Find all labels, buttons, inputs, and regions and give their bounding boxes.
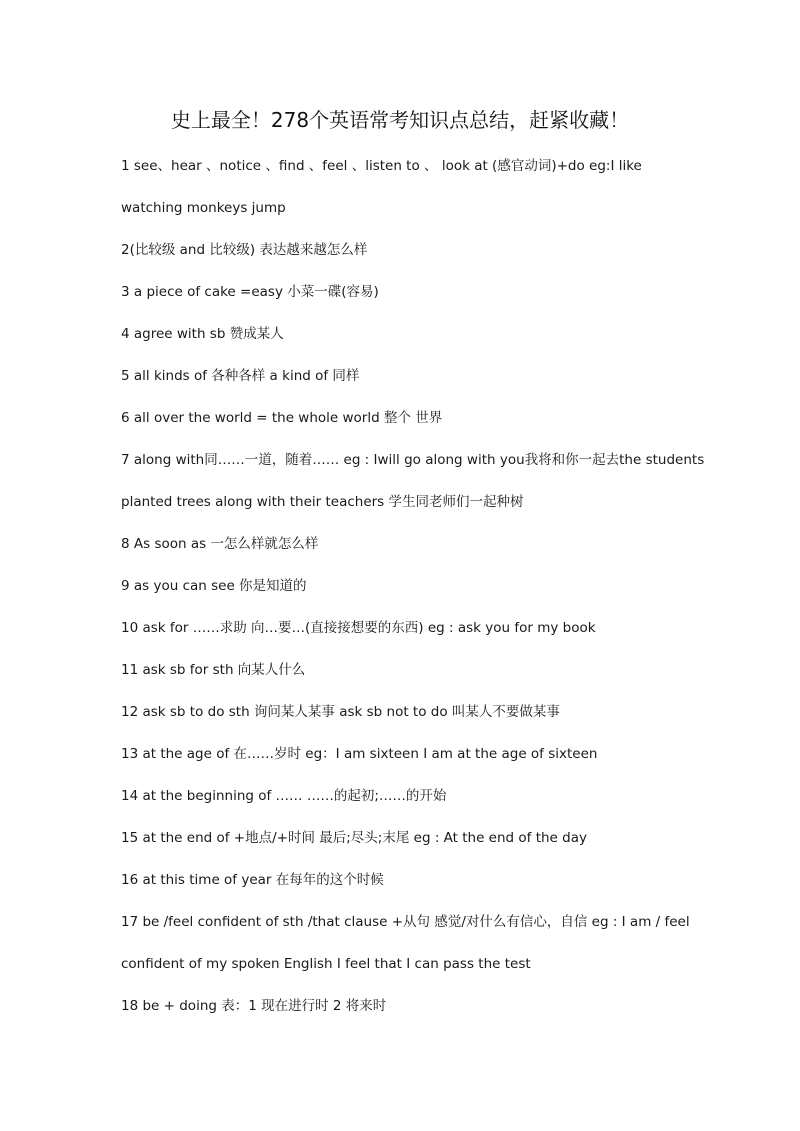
text-line: watching monkeys jump [121, 200, 286, 216]
text-line: 4 agree with sb 赞成某人 [121, 326, 284, 342]
text-line: 8 As soon as 一怎么样就怎么样 [121, 536, 319, 552]
text-line: 12 ask sb to do sth 询问某人某事 ask sb not to do 叫某人不要做某事 [121, 704, 560, 720]
text-line: 13 at the age of 在……岁时 eg：I am sixteen I am at the age of sixteen [121, 746, 598, 762]
text-line: 17 be /feel confident of sth /that clause +从句 感觉/对什么有信心，自信 eg : I am / feel [121, 914, 690, 930]
text-line: 7 along with同……一道，随着…… eg : Iwill go along with you我将和你一起去the students [121, 452, 705, 468]
text-line: 15 at the end of +地点/+时间 最后;尽头;末尾 eg : At the end of the day [121, 830, 587, 846]
text-line: 9 as you can see 你是知道的 [121, 578, 307, 594]
text-line: 6 all over the world = the whole world 整个 世界 [121, 410, 443, 426]
text-line: confident of my spoken English I feel that I can pass the test [121, 956, 531, 972]
text-line: 16 at this time of year 在每年的这个时候 [121, 872, 384, 888]
text-line: 14 at the beginning of …… ……的起初;……的开始 [121, 788, 447, 804]
text-line: 2(比较级 and 比较级) 表达越来越怎么样 [121, 242, 368, 258]
text-line: 5 all kinds of 各种各样 a kind of 同样 [121, 368, 360, 384]
page-title: 史上最全！278个英语常考知识点总结，赶紧收藏！ [170, 108, 630, 132]
text-line: 18 be + doing 表：1 现在进行时 2 将来时 [121, 998, 387, 1014]
text-line: planted trees along with their teachers 学生同老师们一起种树 [121, 494, 524, 510]
text-line: 11 ask sb for sth 向某人什么 [121, 662, 306, 678]
text-line: 10 ask for ……求助 向…要…(直接接想要的东西) eg : ask you for my book [121, 620, 596, 636]
content-body [121, 153, 721, 1035]
text-line: 3 a piece of cake =easy 小菜一碟(容易) [121, 284, 379, 300]
text-line: 1 see、hear 、notice 、find 、feel 、listen to 、 look at (感官动词)+do eg:I like [121, 158, 642, 174]
